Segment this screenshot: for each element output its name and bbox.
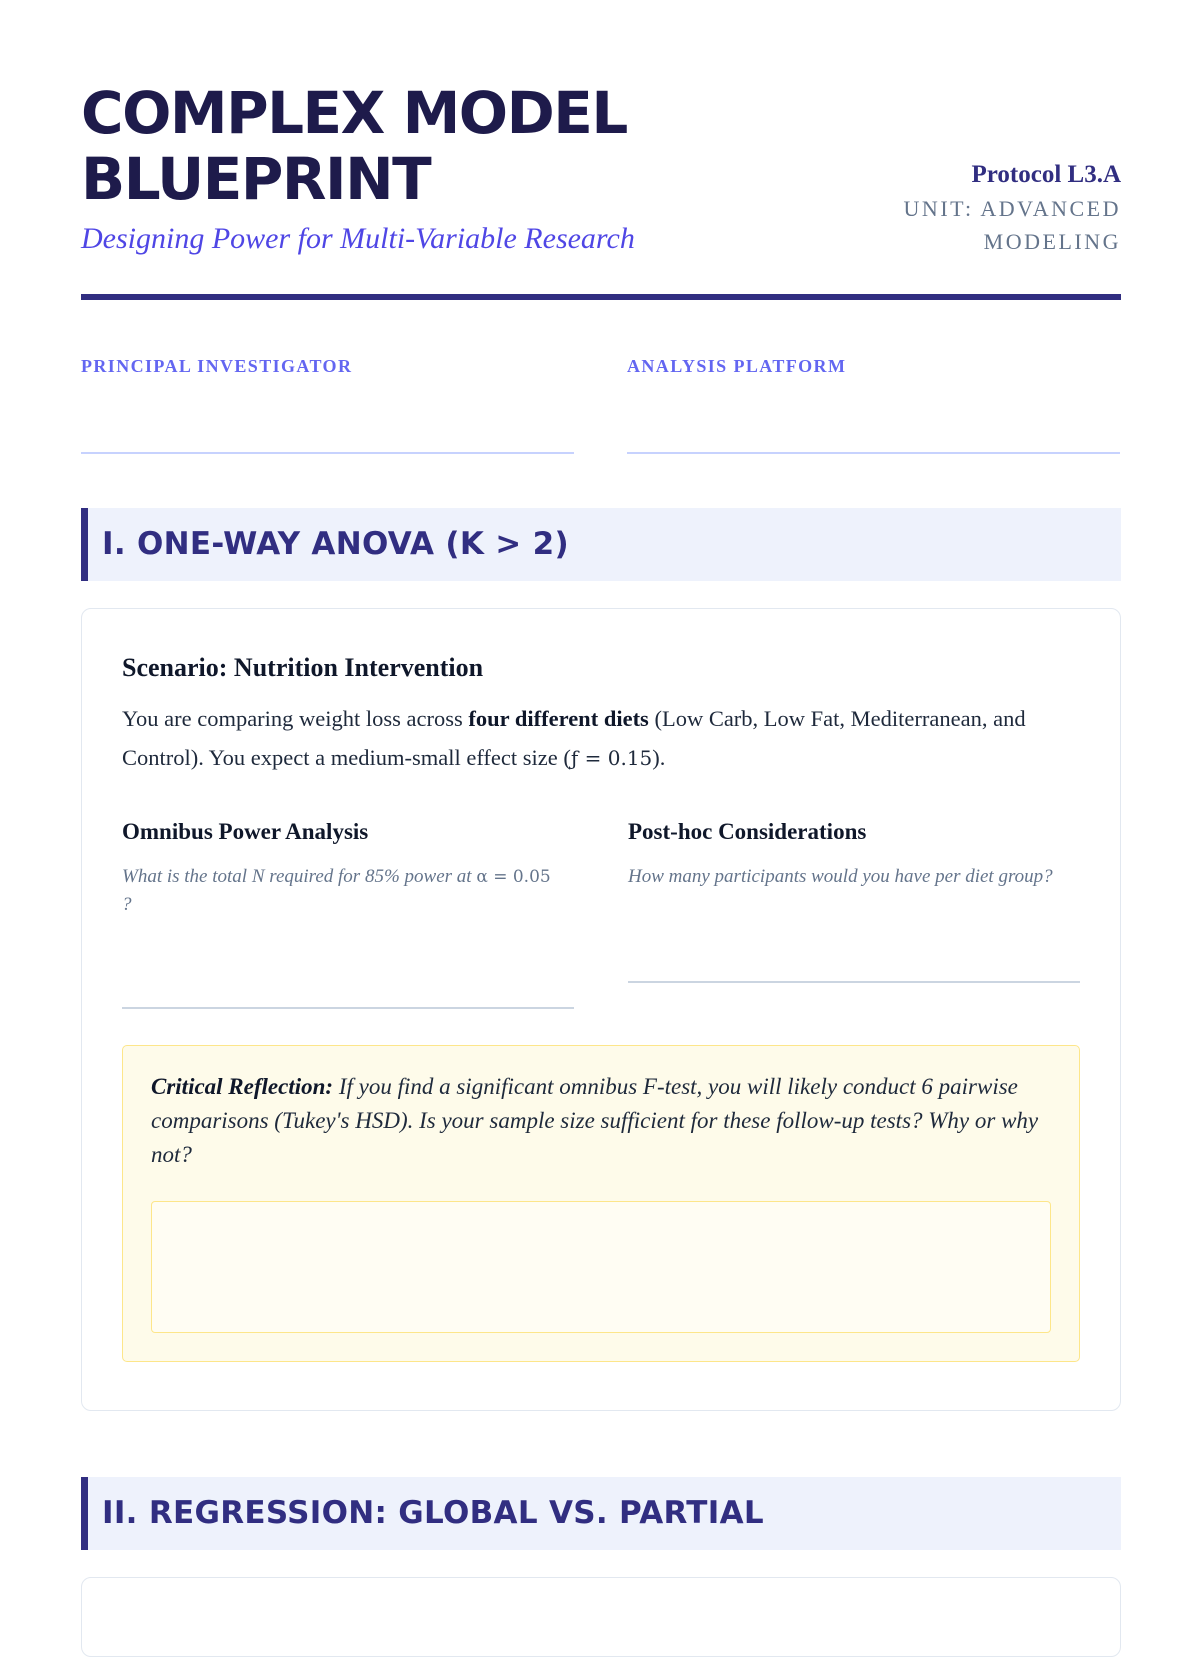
omnibus-answer-line[interactable] (122, 1007, 574, 1009)
protocol-id: Protocol L3.A (971, 161, 1121, 188)
posthoc-question (628, 819, 1080, 890)
scenario-text (122, 699, 1077, 778)
header-divider (81, 294, 1121, 300)
reflection-label: Critical Reflection: (151, 1074, 334, 1099)
posthoc-question-text: How many participants would you have per diet group? (628, 866, 1053, 887)
page-title: COMPLEX MODEL BLUEPRINT (81, 79, 627, 213)
header (81, 80, 1121, 300)
omnibus-heading: Omnibus Power Analysis (122, 819, 369, 844)
omnibus-question-main: What is the total N required for 85% power at (122, 866, 472, 887)
investigator-field[interactable] (81, 356, 574, 377)
scenario-post: (Low Carb, Low Fat, Mediterranean, and Control). You expect a medium-small effect size ( (122, 706, 1026, 770)
omnibus-question-text (122, 863, 574, 918)
page-subtitle: Designing Power for Multi-Variable Research (81, 222, 635, 255)
scenario-title: Scenario: Nutrition Intervention (122, 653, 484, 682)
scenario-bold: four different diets (468, 706, 649, 731)
reflection-answer-box[interactable] (151, 1201, 1051, 1333)
omnibus-question-end: ? (122, 894, 132, 915)
section-header-anova (81, 508, 1121, 581)
anova-card (81, 608, 1121, 1411)
unit-label: UNIT: ADVANCED MODELING (903, 196, 1121, 254)
platform-label: ANALYSIS PLATFORM (627, 356, 847, 376)
section-header-regression (81, 1477, 1121, 1550)
section-title-regression: II. REGRESSION: GLOBAL VS. PARTIAL (102, 1495, 764, 1531)
reflection-question: If you find a significant omnibus F-test, you will likely conduct 6 pairwise comparisons (Tukey's HSD). Is your sample size sufficient for these follow-up tests? Why or why not? (151, 1074, 1039, 1167)
effect-size-math: ƒ = 0.15 (570, 746, 653, 770)
scenario-pre: You are comparing weight loss across (122, 706, 469, 731)
alpha-math: α = 0.05 (476, 867, 551, 887)
section-title-anova: I. ONE-WAY ANOVA (K > 2) (102, 526, 569, 562)
critical-reflection (122, 1045, 1080, 1362)
scenario-end: ). (652, 745, 666, 770)
regression-card (81, 1577, 1121, 1657)
investigator-label: PRINCIPAL INVESTIGATOR (81, 356, 353, 376)
omnibus-question (122, 819, 574, 918)
platform-field[interactable] (627, 356, 1120, 377)
platform-line (627, 452, 1120, 454)
reflection-text (151, 1070, 1056, 1172)
investigator-line (81, 452, 574, 454)
posthoc-answer-line[interactable] (628, 981, 1080, 983)
protocol-meta (881, 160, 1121, 258)
posthoc-heading: Post-hoc Considerations (628, 819, 867, 844)
